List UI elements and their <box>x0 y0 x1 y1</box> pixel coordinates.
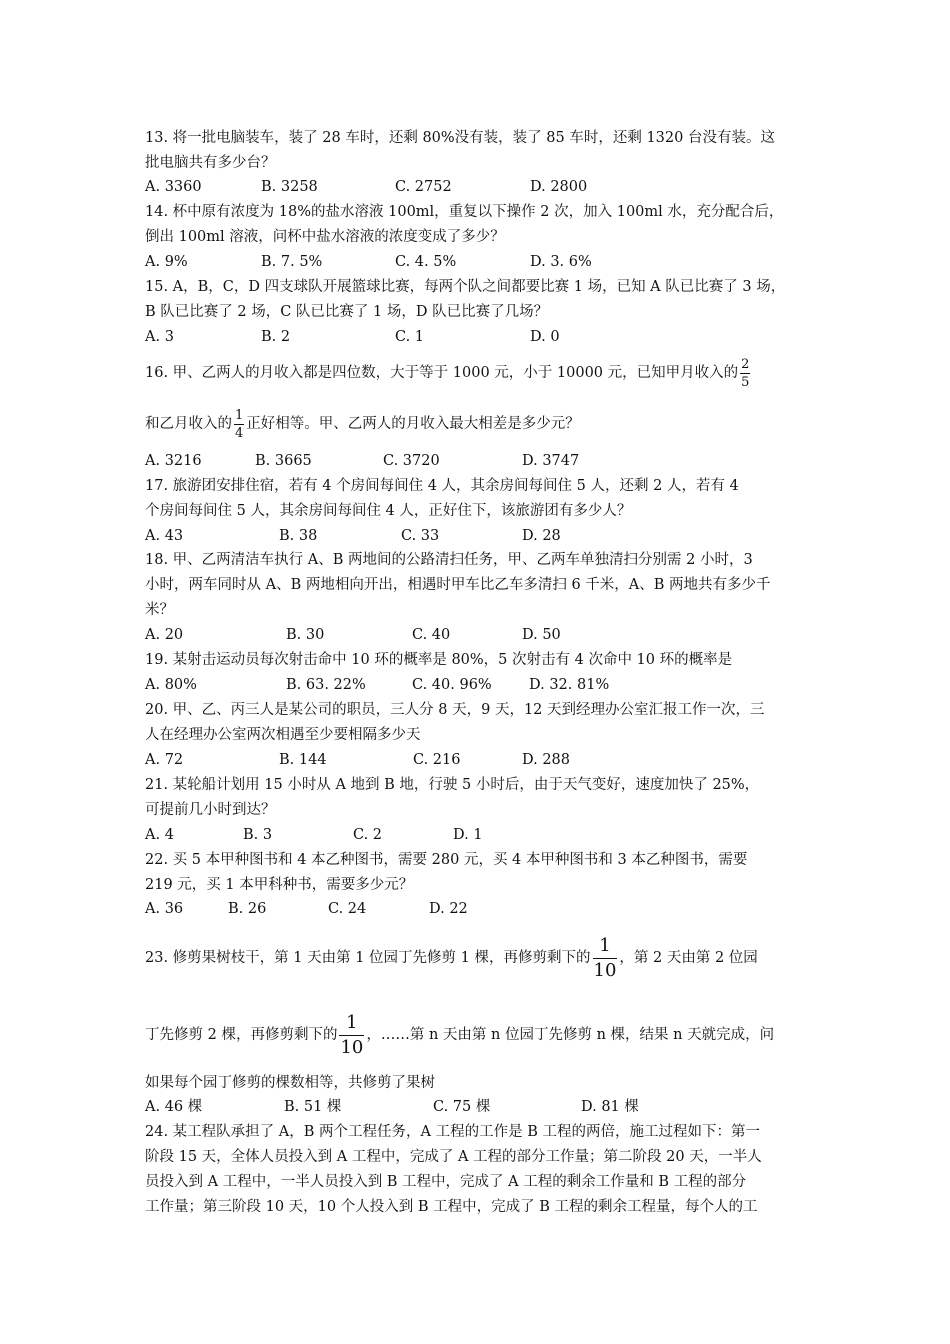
option-c: C. 1 <box>395 329 425 345</box>
option-c: C. 2 <box>353 827 383 843</box>
question-17-line-1: 17. 旅游团安排住宿，若有 4 个房间每间住 4 人，其余房间每间住 5 人，还剩 2 人，若有 4 <box>145 478 739 494</box>
option-b: B. 30 <box>286 627 325 643</box>
option-b: B. 3 <box>243 827 273 843</box>
question-23-line-1 <box>145 935 758 981</box>
option-c: C. 216 <box>413 752 461 768</box>
question-23-line-3: 如果每个园丁修剪的棵数相等，共修剪了果树 <box>145 1075 435 1091</box>
question-21-line-2: 可提前几小时到达？ <box>145 802 276 818</box>
question-24-line-3: 员投入到 A 工程中，一半人员投入到 B 工程中，完成了 A 工程的剩余工作量和 B 工程的部分 <box>145 1174 747 1190</box>
option-a: A. 36 <box>145 901 184 917</box>
question-20-line-1: 20. 甲、乙、丙三人是某公司的职员，三人分 8 天，9 天，12 天到经理办公室汇报工作一次，三 <box>145 702 765 718</box>
option-c: C. 40. 96% <box>412 677 492 693</box>
fraction-two-fifths <box>740 358 750 389</box>
question-23-text-2a: 丁先修剪 2 棵，再修剪剩下的 <box>145 1027 338 1043</box>
option-d: D. 81 棵 <box>581 1099 639 1115</box>
question-21-options <box>145 825 845 845</box>
option-d: D. 28 <box>522 528 561 544</box>
question-13-options <box>145 177 845 197</box>
question-24-line-1: 24. 某工程队承担了 A，B 两个工程任务，A 工程的工作是 B 工程的两倍，施工过程如下：第一 <box>145 1124 760 1140</box>
question-19-line-1: 19. 某射击运动员每次射击命中 10 环的概率是 80%，5 次射击有 4 次命中 10 环的概率是 <box>145 652 733 668</box>
option-a: A. 72 <box>145 752 184 768</box>
option-b: B. 63. 22% <box>286 677 366 693</box>
question-23-text-1a: 23. 修剪果树枝干，第 1 天由第 1 位园丁先修剪 1 棵，再修剪剩下的 <box>145 950 591 966</box>
option-d: D. 2800 <box>530 179 588 195</box>
question-23-text-1b: ，第 2 天由第 2 位园 <box>619 950 758 966</box>
option-d: D. 3. 6% <box>530 254 592 270</box>
option-a: A. 3 <box>145 329 174 345</box>
option-d: D. 22 <box>429 901 468 917</box>
fraction-denominator: 10 <box>593 959 617 981</box>
option-b: B. 3258 <box>261 179 318 195</box>
question-23-options <box>145 1097 845 1117</box>
question-13-line-1: 13. 将一批电脑装车，装了 28 车时，还剩 80%没有装，装了 85 车时，还剩 1320 台没有装。这 <box>145 130 775 146</box>
option-c: C. 40 <box>412 627 451 643</box>
question-17-options <box>145 526 845 546</box>
option-d: D. 32. 81% <box>529 677 610 693</box>
option-d: D. 288 <box>522 752 571 768</box>
question-23-text-2b: ，……第 n 天由第 n 位园丁先修剪 n 棵，结果 n 天就完成，问 <box>366 1027 775 1043</box>
question-20-line-2: 人在经理办公室两次相遇至少要相隔多少天 <box>145 727 421 743</box>
option-a: A. 3360 <box>145 179 202 195</box>
question-16-options <box>145 451 845 471</box>
question-17-line-2: 个房间每间住 5 人，其余房间每间住 4 人，正好住下，该旅游团有多少人？ <box>145 503 632 519</box>
option-b: B. 26 <box>228 901 267 917</box>
question-14-line-1: 14. 杯中原有浓度为 18%的盐水溶液 100ml，重复以下操作 2 次，加入 100ml 水，充分配合后， <box>145 204 784 220</box>
fraction-one-tenth <box>593 934 618 981</box>
option-c: C. 33 <box>401 528 440 544</box>
question-15-line-2: B 队已比赛了 2 场，C 队已比赛了 1 场，D 队已比赛了几场？ <box>145 304 549 320</box>
fraction-denominator: 4 <box>235 425 244 441</box>
question-22-options <box>145 899 845 919</box>
option-c: C. 75 棵 <box>433 1099 491 1115</box>
question-20-options <box>145 750 845 770</box>
option-c: C. 4. 5% <box>395 254 457 270</box>
question-24-line-4: 工作量；第三阶段 10 天，10 个人投入到 B 工程中，完成了 B 工程的剩余工程量，每个人的工 <box>145 1199 758 1215</box>
option-d: D. 1 <box>453 827 483 843</box>
question-18-line-3: 米？ <box>145 602 174 618</box>
option-b: B. 144 <box>279 752 327 768</box>
question-19-options <box>145 675 845 695</box>
option-b: B. 3665 <box>255 453 312 469</box>
option-b: B. 7. 5% <box>261 254 323 270</box>
option-a: A. 20 <box>145 627 184 643</box>
question-14-options <box>145 252 845 272</box>
option-b: B. 51 棵 <box>284 1099 342 1115</box>
fraction-numerator: 1 <box>346 1011 358 1033</box>
question-13-line-2: 批电脑共有多少台？ <box>145 155 276 171</box>
question-23-line-2 <box>145 1012 774 1058</box>
option-c: C. 3720 <box>383 453 440 469</box>
fraction-one-quarter <box>234 409 244 440</box>
option-a: A. 4 <box>145 827 174 843</box>
question-15-line-1: 15. A，B，C，D 四支球队开展篮球比赛，每两个队之间都要比赛 1 场，已知 A 队已比赛了 3 场， <box>145 279 786 295</box>
fraction-denominator: 10 <box>340 1036 364 1058</box>
fraction-numerator: 1 <box>599 934 611 956</box>
fraction-numerator: 2 <box>741 356 750 372</box>
question-16-line-1 <box>145 355 752 391</box>
option-c: C. 24 <box>328 901 367 917</box>
question-18-line-2: 小时，两车同时从 A、B 两地相向开出，相遇时甲车比乙车多清扫 6 千米，A、B 两地共有多少千 <box>145 577 771 593</box>
question-24-line-2: 阶段 15 天，全体人员投入到 A 工程中，完成了 A 工程的部分工作量；第二阶段 20 天，一半人 <box>145 1149 762 1165</box>
question-21-line-1: 21. 某轮船计划用 15 小时从 A 地到 B 地，行驶 5 小时后，由于天气变好，速度加快了 25%， <box>145 777 760 793</box>
fraction-numerator: 1 <box>235 407 244 423</box>
option-d: D. 3747 <box>522 453 580 469</box>
option-d: D. 50 <box>522 627 561 643</box>
option-d: D. 0 <box>530 329 560 345</box>
question-16-text-1: 16. 甲、乙两人的月收入都是四位数，大于等于 1000 元，小于 10000 元，已知甲月收入的 <box>145 365 739 381</box>
option-b: B. 38 <box>279 528 318 544</box>
fraction-one-tenth <box>339 1011 364 1058</box>
question-18-line-1: 18. 甲、乙两清洁车执行 A、B 两地间的公路清扫任务，甲、乙两车单独清扫分别需 2 小时，3 <box>145 552 753 568</box>
question-18-options <box>145 625 845 645</box>
question-16-text-2a: 和乙月收入的 <box>145 416 232 432</box>
question-16-text-2b: 正好相等。甲、乙两人的月收入最大相差是多少元？ <box>246 416 580 432</box>
question-22-line-1: 22. 买 5 本甲种图书和 4 本乙种图书，需要 280 元，买 4 本甲种图书和 3 本乙种图书，需要 <box>145 852 748 868</box>
option-a: A. 3216 <box>145 453 202 469</box>
question-15-options <box>145 327 845 347</box>
option-a: A. 43 <box>145 528 184 544</box>
question-14-line-2: 倒出 100ml 溶液，问杯中盐水溶液的浓度变成了多少？ <box>145 229 505 245</box>
question-22-line-2: 219 元，买 1 本甲科种书，需要多少元？ <box>145 877 414 893</box>
fraction-denominator: 5 <box>741 374 750 390</box>
option-a: A. 9% <box>145 254 188 270</box>
option-c: C. 2752 <box>395 179 452 195</box>
option-a: A. 46 棵 <box>145 1099 203 1115</box>
option-a: A. 80% <box>145 677 197 693</box>
question-16-line-2 <box>145 406 580 442</box>
option-b: B. 2 <box>261 329 291 345</box>
